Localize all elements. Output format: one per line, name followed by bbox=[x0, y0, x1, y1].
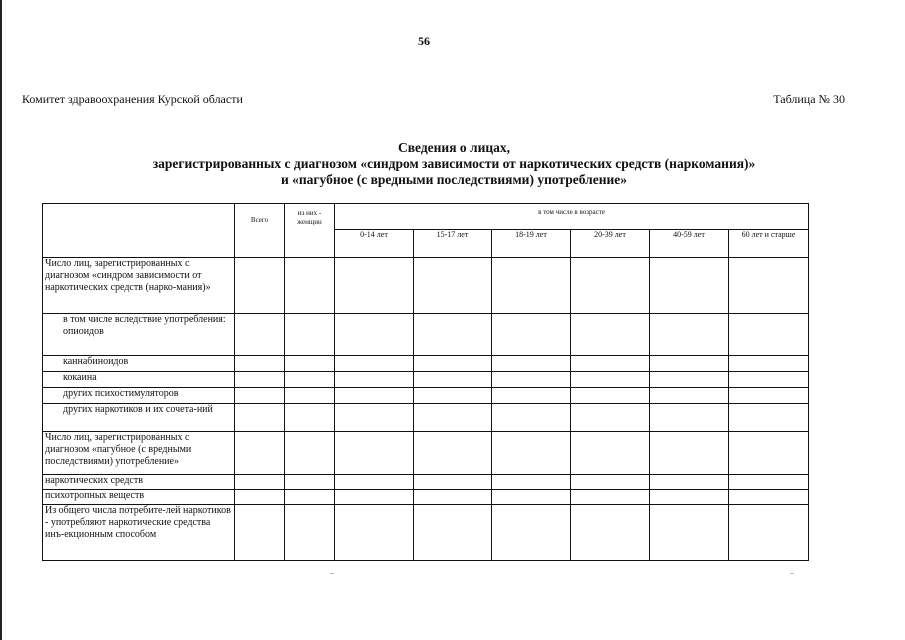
row-label: кокаина bbox=[43, 372, 235, 388]
table-row bbox=[43, 356, 809, 372]
data-cell[interactable] bbox=[414, 314, 492, 356]
title-line-1: Сведения о лицах, bbox=[397, 140, 511, 155]
data-cell[interactable] bbox=[729, 475, 809, 490]
header-empty-cell bbox=[43, 204, 235, 258]
data-cell[interactable] bbox=[235, 258, 285, 314]
table-row bbox=[43, 490, 809, 505]
organization-name: Комитет здравоохранения Курской области bbox=[22, 92, 243, 106]
data-cell[interactable] bbox=[571, 356, 650, 372]
data-cell[interactable] bbox=[235, 388, 285, 404]
data-cell[interactable] bbox=[285, 505, 335, 561]
data-cell[interactable] bbox=[235, 372, 285, 388]
data-cell[interactable] bbox=[285, 490, 335, 505]
header-age-group: в том числе в возрасте bbox=[335, 204, 809, 230]
scan-mark bbox=[790, 573, 794, 574]
data-cell[interactable] bbox=[650, 356, 729, 372]
data-cell[interactable] bbox=[650, 388, 729, 404]
page-left-border bbox=[0, 0, 2, 640]
data-cell[interactable] bbox=[335, 432, 414, 475]
data-cell[interactable] bbox=[414, 356, 492, 372]
row-label: каннабиноидов bbox=[43, 356, 235, 372]
data-cell[interactable] bbox=[729, 404, 809, 432]
data-cell[interactable] bbox=[729, 505, 809, 561]
data-cell[interactable] bbox=[335, 314, 414, 356]
table-row bbox=[43, 314, 809, 356]
row-label: Из общего числа потребите-лей наркотиков - употребляют наркотические средства инъ-екционным способом bbox=[43, 505, 235, 561]
document-title bbox=[40, 140, 868, 188]
data-cell[interactable] bbox=[335, 372, 414, 388]
header-age-60-plus: 60 лет и старше bbox=[729, 230, 809, 258]
data-cell[interactable] bbox=[235, 490, 285, 505]
data-cell[interactable] bbox=[492, 490, 571, 505]
data-cell[interactable] bbox=[414, 475, 492, 490]
data-cell[interactable] bbox=[335, 258, 414, 314]
scan-mark bbox=[330, 573, 334, 574]
data-cell[interactable] bbox=[414, 388, 492, 404]
data-cell[interactable] bbox=[571, 314, 650, 356]
data-cell[interactable] bbox=[492, 388, 571, 404]
data-cell[interactable] bbox=[571, 505, 650, 561]
data-cell[interactable] bbox=[571, 404, 650, 432]
header-age-40-59: 40-59 лет bbox=[650, 230, 729, 258]
data-cell[interactable] bbox=[729, 258, 809, 314]
data-cell[interactable] bbox=[729, 432, 809, 475]
table-row bbox=[43, 388, 809, 404]
data-cell[interactable] bbox=[285, 388, 335, 404]
header-women: из них - женщин bbox=[285, 204, 335, 258]
data-cell[interactable] bbox=[650, 314, 729, 356]
data-cell[interactable] bbox=[492, 432, 571, 475]
title-line-3: и «пагубное (с вредными последствиями) употребление» bbox=[280, 172, 627, 187]
data-cell[interactable] bbox=[285, 258, 335, 314]
data-cell[interactable] bbox=[414, 372, 492, 388]
data-cell[interactable] bbox=[335, 404, 414, 432]
data-cell[interactable] bbox=[285, 475, 335, 490]
data-cell[interactable] bbox=[335, 475, 414, 490]
row-label: в том числе вследствие употребления: опиоидов bbox=[43, 314, 235, 356]
data-cell[interactable] bbox=[285, 372, 335, 388]
row-label: других наркотиков и их сочета-ний bbox=[43, 404, 235, 432]
data-cell[interactable] bbox=[335, 505, 414, 561]
data-cell[interactable] bbox=[335, 356, 414, 372]
data-cell[interactable] bbox=[492, 404, 571, 432]
data-cell[interactable] bbox=[235, 432, 285, 475]
header-age-20-39: 20-39 лет bbox=[571, 230, 650, 258]
table-row bbox=[43, 258, 809, 314]
header-age-18-19: 18-19 лет bbox=[492, 230, 571, 258]
data-cell[interactable] bbox=[650, 475, 729, 490]
data-cell[interactable] bbox=[335, 490, 414, 505]
data-cell[interactable] bbox=[492, 475, 571, 490]
data-cell[interactable] bbox=[729, 356, 809, 372]
data-cell[interactable] bbox=[650, 505, 729, 561]
page-number: 56 bbox=[418, 34, 430, 48]
data-cell[interactable] bbox=[729, 490, 809, 505]
data-cell[interactable] bbox=[492, 314, 571, 356]
data-cell[interactable] bbox=[571, 388, 650, 404]
table-row bbox=[43, 432, 809, 475]
table-row bbox=[43, 372, 809, 388]
data-cell[interactable] bbox=[285, 404, 335, 432]
data-cell[interactable] bbox=[414, 505, 492, 561]
data-cell[interactable] bbox=[235, 314, 285, 356]
data-cell[interactable] bbox=[414, 432, 492, 475]
data-cell[interactable] bbox=[571, 432, 650, 475]
data-cell[interactable] bbox=[571, 490, 650, 505]
header-age-15-17: 15-17 лет bbox=[414, 230, 492, 258]
data-cell[interactable] bbox=[729, 314, 809, 356]
row-label: наркотических средств bbox=[43, 475, 235, 490]
data-cell[interactable] bbox=[414, 490, 492, 505]
data-cell[interactable] bbox=[285, 432, 335, 475]
data-cell[interactable] bbox=[650, 490, 729, 505]
header-age-0-14: 0-14 лет bbox=[335, 230, 414, 258]
header-row-1 bbox=[43, 204, 809, 230]
data-cell[interactable] bbox=[650, 258, 729, 314]
data-cell[interactable] bbox=[650, 432, 729, 475]
report-table bbox=[42, 203, 809, 561]
data-cell[interactable] bbox=[492, 258, 571, 314]
data-cell[interactable] bbox=[235, 505, 285, 561]
row-label: психотропных веществ bbox=[43, 490, 235, 505]
title-line-2: зарегистрированных с диагнозом «синдром зависимости от наркотических средств (наркомания)» bbox=[152, 156, 756, 171]
data-cell[interactable] bbox=[571, 258, 650, 314]
data-cell[interactable] bbox=[492, 505, 571, 561]
data-cell[interactable] bbox=[235, 475, 285, 490]
data-cell[interactable] bbox=[414, 404, 492, 432]
data-cell[interactable] bbox=[492, 356, 571, 372]
data-cell[interactable] bbox=[571, 475, 650, 490]
data-cell[interactable] bbox=[729, 388, 809, 404]
data-cell[interactable] bbox=[235, 404, 285, 432]
row-label: других психостимуляторов bbox=[43, 388, 235, 404]
header-total: Всего bbox=[235, 204, 285, 258]
data-cell[interactable] bbox=[729, 372, 809, 388]
table-row bbox=[43, 505, 809, 561]
data-cell[interactable] bbox=[235, 356, 285, 372]
row-label: Число лиц, зарегистрированных с диагнозом «синдром зависимости от наркотических средств (нарко-мания)» bbox=[43, 258, 235, 314]
data-cell[interactable] bbox=[414, 258, 492, 314]
table-number: Таблица № 30 bbox=[773, 92, 845, 106]
data-cell[interactable] bbox=[650, 404, 729, 432]
data-cell[interactable] bbox=[571, 372, 650, 388]
data-cell[interactable] bbox=[285, 314, 335, 356]
data-cell[interactable] bbox=[650, 372, 729, 388]
data-cell[interactable] bbox=[335, 388, 414, 404]
data-cell[interactable] bbox=[285, 356, 335, 372]
table-row bbox=[43, 475, 809, 490]
table-row bbox=[43, 404, 809, 432]
row-label: Число лиц, зарегистрированных с диагнозом «пагубное (с вредными последствиями) употребление» bbox=[43, 432, 235, 475]
data-cell[interactable] bbox=[492, 372, 571, 388]
